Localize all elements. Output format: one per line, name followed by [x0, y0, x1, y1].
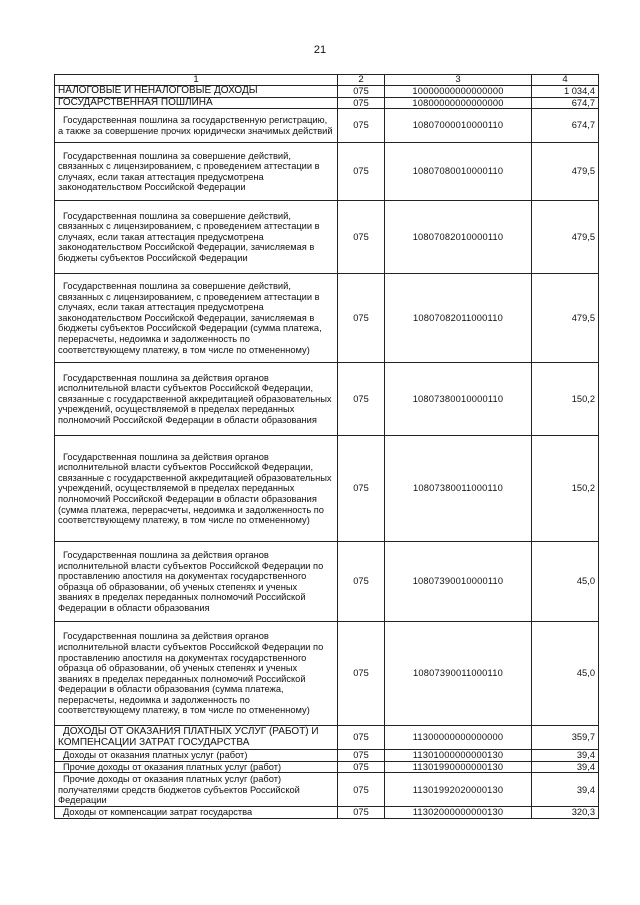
- row-kbk: 11301990000000130: [385, 761, 532, 773]
- column-header: 4: [532, 75, 599, 86]
- row-kbk: 10807380011000110: [385, 436, 532, 542]
- row-name: Государственная пошлина за совершение действий, связанных с лицензированием, с проведением аттестации в случаях, если такая аттестация предусмотрена законодательством Российской Федерации, зачисляемая в бюджеты субъектов Российской Федерации (сумма платежа, перерасчеты, недоимка и задолженность по соответствующему платежу, в том числе по отмененному): [55, 274, 338, 363]
- row-code: 075: [338, 750, 385, 762]
- table-row: [55, 542, 599, 622]
- table-row: [55, 97, 599, 109]
- column-header: 3: [385, 75, 532, 86]
- table-row: [55, 143, 599, 201]
- table-row: [55, 750, 599, 762]
- row-kbk: 10000000000000000: [385, 86, 532, 98]
- row-amount: 320,3: [532, 807, 599, 819]
- row-amount: 39,4: [532, 761, 599, 773]
- row-code: 075: [338, 109, 385, 143]
- table-row: [55, 622, 599, 726]
- row-kbk: 10807082011000110: [385, 274, 532, 363]
- table-row: [55, 773, 599, 807]
- row-name: Доходы от компенсации затрат государства: [55, 807, 338, 819]
- row-code: 075: [338, 201, 385, 274]
- table-row: [55, 109, 599, 143]
- row-name: Доходы от оказания платных услуг (работ): [55, 750, 338, 762]
- row-code: 075: [338, 363, 385, 436]
- row-code: 075: [338, 542, 385, 622]
- row-amount: 674,7: [532, 97, 599, 109]
- row-name: Государственная пошлина за совершение действий, связанных с лицензированием, с проведением аттестации в случаях, если такая аттестация предусмотрена законодательством Российской Федерации: [55, 143, 338, 201]
- row-amount: 45,0: [532, 622, 599, 726]
- row-kbk: 10807390011000110: [385, 622, 532, 726]
- row-kbk: 10807000010000110: [385, 109, 532, 143]
- row-kbk: 10807080010000110: [385, 143, 532, 201]
- row-code: 075: [338, 436, 385, 542]
- column-header: 2: [338, 75, 385, 86]
- table-row: [55, 201, 599, 274]
- row-name: ГОСУДАРСТВЕННАЯ ПОШЛИНА: [55, 97, 338, 109]
- row-kbk: 10807082010000110: [385, 201, 532, 274]
- row-amount: 150,2: [532, 363, 599, 436]
- row-kbk: 11302000000000130: [385, 807, 532, 819]
- row-amount: 39,4: [532, 773, 599, 807]
- page-number: 21: [313, 44, 327, 56]
- row-code: 075: [338, 143, 385, 201]
- row-name: НАЛОГОВЫЕ И НЕНАЛОГОВЫЕ ДОХОДЫ: [55, 86, 338, 98]
- row-name: Государственная пошлина за действия органов исполнительной власти субъектов Российской Федерации по проставлению апостиля на документах государственного образца об образовании, об ученых степенях и ученых званиях в пределах переданных полномочий Российской Федерации в области образования (сумма платежа, перерасчеты, недоимка и задолженность по соответствующему платежу, в том числе по отмененному): [55, 622, 338, 726]
- revenue-table: [54, 74, 599, 819]
- row-name: Государственная пошлина за совершение действий, связанных с лицензированием, с проведением аттестации в случаях, если такая аттестация предусмотрена законодательством Российской Федерации, зачисляемая в бюджеты субъектов Российской Федерации: [55, 201, 338, 274]
- row-code: 075: [338, 97, 385, 109]
- row-code: 075: [338, 807, 385, 819]
- row-code: 075: [338, 761, 385, 773]
- row-name: Прочие доходы от оказания платных услуг (работ) получателями средств бюджетов субъектов Российской Федерации: [55, 773, 338, 807]
- row-code: 075: [338, 773, 385, 807]
- row-kbk: 11301992020000130: [385, 773, 532, 807]
- row-amount: 674,7: [532, 109, 599, 143]
- row-kbk: 10800000000000000: [385, 97, 532, 109]
- row-amount: 39,4: [532, 750, 599, 762]
- row-name: Государственная пошлина за действия органов исполнительной власти субъектов Российской Федерации по проставлению апостиля на документах государственного образца об образовании, об ученых степенях и ученых званиях в пределах переданных полномочий Российской Федерации в области образования: [55, 542, 338, 622]
- row-amount: 479,5: [532, 274, 599, 363]
- row-name: Государственная пошлина за действия органов исполнительной власти субъектов Российской Федерации, связанные с государственной аккредитацией образовательных учреждений, осуществляемой в пределах переданных полномочий Российской Федерации в области образования (сумма платежа, перерасчеты, недоимка и задолженность по соответствующему платежу, в том числе по отмененному): [55, 436, 338, 542]
- table-row: [55, 86, 599, 98]
- row-amount: 45,0: [532, 542, 599, 622]
- row-kbk: 10807380010000110: [385, 363, 532, 436]
- row-kbk: 10807390010000110: [385, 542, 532, 622]
- row-amount: 479,5: [532, 143, 599, 201]
- table-row: [55, 274, 599, 363]
- table-row: [55, 363, 599, 436]
- row-kbk: 11301000000000130: [385, 750, 532, 762]
- row-name: Государственная пошлина за действия органов исполнительной власти субъектов Российской Федерации, связанные с государственной аккредитацией образовательных учреждений, осуществляемой в пределах переданных полномочий Российской Федерации в области образования: [55, 363, 338, 436]
- row-amount: 150,2: [532, 436, 599, 542]
- table-header-row: [55, 75, 599, 86]
- row-code: 075: [338, 726, 385, 750]
- table-row: [55, 436, 599, 542]
- row-amount: 1 034,4: [532, 86, 599, 98]
- row-amount: 479,5: [532, 201, 599, 274]
- row-code: 075: [338, 622, 385, 726]
- row-name: ДОХОДЫ ОТ ОКАЗАНИЯ ПЛАТНЫХ УСЛУГ (РАБОТ) И КОМПЕНСАЦИИ ЗАТРАТ ГОСУДАРСТВА: [55, 726, 338, 750]
- column-header: 1: [55, 75, 338, 86]
- table-row: [55, 807, 599, 819]
- row-amount: 359,7: [532, 726, 599, 750]
- row-code: 075: [338, 274, 385, 363]
- table-row: [55, 726, 599, 750]
- row-name: Государственная пошлина за государственную регистрацию, а также за совершение прочих юридически значимых действий: [55, 109, 338, 143]
- row-name: Прочие доходы от оказания платных услуг (работ): [55, 761, 338, 773]
- row-code: 075: [338, 86, 385, 98]
- table-row: [55, 761, 599, 773]
- row-kbk: 11300000000000000: [385, 726, 532, 750]
